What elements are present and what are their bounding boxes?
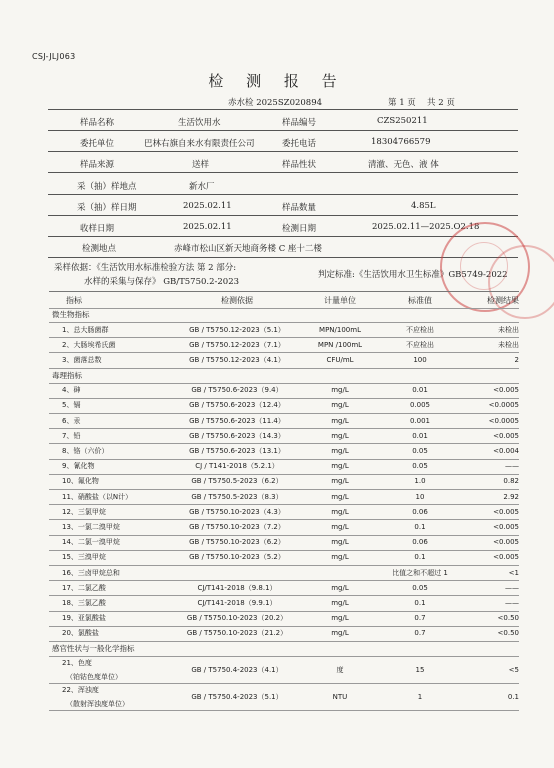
recv-label: 收样日期: [80, 224, 115, 234]
table-row: [49, 428, 519, 444]
traits-label: 样品性状: [282, 160, 317, 170]
unit: mg/L: [331, 492, 349, 501]
indicator-name-line1: 21、色度: [62, 658, 92, 667]
report-title: 检 测 报 告: [208, 72, 346, 90]
date-label: 采（抽）样日期: [77, 203, 137, 213]
traits: 清澈、无色、液 体: [368, 160, 439, 170]
indicator-name: [52, 656, 172, 683]
test-method: GB / T5750.10-2023（7.2）: [189, 522, 285, 531]
report-number: 赤水检 2025SZ020894: [228, 98, 323, 108]
table-row: [49, 352, 519, 368]
test-result: <1: [508, 568, 519, 577]
test-result: <5: [508, 665, 519, 674]
test-method: GB / T5750.6-2023（11.4）: [189, 416, 285, 425]
test-result: <0.005: [493, 522, 519, 531]
indicator-name: 13、一氯二溴甲烷: [62, 522, 120, 531]
site: 新水厂: [189, 182, 215, 192]
unit: 度: [336, 665, 344, 674]
standard-limit: 0.05: [412, 446, 428, 455]
sample-name-label: 样品名称: [80, 118, 115, 128]
indicator-name-line1: 22、浑浊度: [62, 685, 99, 694]
unit: mg/L: [331, 614, 349, 623]
header-divider: [48, 109, 518, 110]
standard-limit: 不应检出: [406, 340, 434, 349]
table-row: [49, 504, 519, 520]
indicator-name: 14、二氯一溴甲烷: [62, 538, 120, 547]
row-divider: [48, 172, 518, 173]
test-result: <0.005: [493, 507, 519, 516]
test-result: 0.82: [503, 477, 519, 486]
row-divider: [48, 236, 518, 237]
test-method: GB / T5750.10-2023（4.3）: [189, 507, 285, 516]
header-limit: 标准值: [408, 295, 432, 305]
standard-limit: 0.1: [414, 598, 426, 607]
indicator-name: 1、总大肠菌群: [62, 325, 109, 334]
client-label: 委托单位: [80, 139, 115, 149]
phone: 18304766579: [371, 137, 431, 147]
test-result: <0.0005: [488, 401, 519, 410]
test-date-label: 检测日期: [282, 224, 317, 234]
table-section-row: [49, 307, 519, 323]
test-method: GB / T5750.4-2023（5.1）: [191, 692, 283, 701]
test-date: 2025.02.11—2025.O2.18: [372, 222, 480, 232]
header-result: 检测结果: [487, 295, 519, 305]
indicator-name-line2: （散射浑浊度单位）: [66, 699, 129, 708]
unit: mg/L: [331, 431, 349, 440]
indicator-name: 4、砷: [62, 386, 81, 395]
test-result: 0.1: [507, 692, 519, 701]
indicator-name: 18、三氯乙酸: [62, 598, 106, 607]
table-row: [49, 398, 519, 414]
standard-limit: 0.7: [414, 629, 426, 638]
indicator-name: 19、亚氯酸盐: [62, 614, 106, 623]
standard-limit: 10: [415, 492, 425, 501]
site-label: 采（抽）样地点: [77, 182, 137, 192]
standard-limit: 0.06: [412, 507, 428, 516]
test-result: <0.50: [497, 614, 519, 623]
row-divider: [48, 151, 518, 152]
standard-limit: 0.05: [412, 583, 428, 592]
unit: mg/L: [331, 598, 349, 607]
test-result: 2: [514, 355, 519, 364]
table-row: [49, 337, 519, 353]
table-row: [49, 626, 519, 642]
standard-limit: 0.1: [414, 553, 426, 562]
table-row: [49, 550, 519, 566]
test-method: [172, 565, 302, 580]
indicator-name: [52, 683, 172, 710]
test-method: GB / T5750.4-2023（4.1）: [191, 665, 283, 674]
indicator-name: 6、汞: [62, 416, 81, 425]
sample-no-label: 样品编号: [282, 118, 317, 128]
test-result: <0.005: [493, 538, 519, 547]
test-result: 2.92: [503, 492, 519, 501]
test-result: ——: [505, 462, 519, 471]
table-row: [49, 611, 519, 627]
unit: mg/L: [331, 553, 349, 562]
section-title: 微生物指标: [52, 310, 90, 319]
row-divider: [48, 257, 518, 258]
unit: mg/L: [331, 507, 349, 516]
standard-limit: 0.01: [412, 386, 428, 395]
client: 巴林右旗自来水有限责任公司: [144, 139, 255, 149]
sampling-basis-line2: 水样的采集与保存》 GB/T5750.2-2023: [84, 277, 240, 287]
table-row: [49, 519, 519, 535]
indicator-name: 15、三溴甲烷: [62, 553, 106, 562]
table-row: [49, 383, 519, 399]
table-row: [49, 580, 519, 596]
standard-limit: 0.06: [412, 538, 428, 547]
sample-date: 2025.02.11: [183, 201, 232, 211]
row-divider: [48, 130, 518, 131]
unit: [305, 565, 375, 580]
indicator-name: 16、三卤甲烷总和: [62, 568, 120, 577]
test-method: GB / T5750.6-2023（14.3）: [189, 431, 285, 440]
test-method: GB / T5750.12-2023（7.1）: [189, 340, 285, 349]
table-row: [49, 595, 519, 611]
table-row: [49, 443, 519, 459]
table-row: [49, 683, 519, 711]
sample-qty: 4.85L: [411, 201, 436, 211]
unit: mg/L: [331, 538, 349, 547]
indicator-name: 8、铬（六价）: [62, 446, 109, 455]
indicator-name-line2: （铂钴色度单位）: [66, 672, 122, 681]
judgment-standard: 判定标准:《生活饮用水卫生标准》GB5749-2022: [318, 270, 508, 280]
standard-limit: 15: [415, 665, 425, 674]
table-row: [49, 413, 519, 429]
table-row: [49, 656, 519, 684]
test-result: <0.005: [493, 386, 519, 395]
standard-limit: 0.01: [412, 431, 428, 440]
test-method: GB / T5750.5-2023（8.3）: [191, 492, 283, 501]
test-method: GB / T5750.10-2023（21.2）: [186, 629, 288, 638]
table-row: [49, 535, 519, 551]
test-result: <0.50: [497, 629, 519, 638]
recv-date: 2025.02.11: [183, 222, 232, 232]
indicator-name: 20、氯酸盐: [62, 629, 99, 638]
standard-limit: 0.001: [409, 416, 431, 425]
unit: mg/L: [331, 401, 349, 410]
unit: CFU/mL: [326, 355, 354, 364]
qty-label: 样品数量: [282, 203, 317, 213]
indicator-name: 12、三氯甲烷: [62, 507, 106, 516]
indicator-name: 5、镉: [62, 401, 81, 410]
indicator-name: 11、硝酸盐（以N计）: [62, 492, 133, 501]
phone-label: 委托电话: [282, 139, 317, 149]
test-result: <0.0005: [488, 416, 519, 425]
unit: NTU: [332, 692, 348, 701]
test-result: <0.004: [493, 446, 519, 455]
test-result: ——: [505, 583, 519, 592]
unit: mg/L: [331, 583, 349, 592]
unit: mg/L: [331, 629, 349, 638]
unit: MPN /100mL: [317, 340, 363, 349]
header-indicator: 指标: [66, 295, 82, 305]
standard-limit: 比值之和不超过 1: [392, 568, 448, 577]
row-divider: [48, 215, 518, 216]
table-row: [49, 474, 519, 490]
test-method: GB / T5750.10-2023（5.2）: [189, 553, 285, 562]
test-method: GB / T5750.6-2023（9.4）: [191, 386, 283, 395]
standard-limit: 0.7: [414, 614, 426, 623]
test-method: GB / T5750.5-2023（6.2）: [191, 477, 283, 486]
test-method: GB / T5750.10-2023（6.2）: [189, 538, 285, 547]
unit: mg/L: [331, 462, 349, 471]
document-code: CSJ-JLJ063: [32, 52, 76, 61]
test-result: ——: [505, 598, 519, 607]
standard-limit: 1.0: [414, 477, 426, 486]
test-result: <0.005: [493, 431, 519, 440]
sampling-basis: [54, 261, 239, 289]
table-row: [49, 565, 519, 581]
indicator-name: 9、氰化物: [62, 462, 95, 471]
indicator-name: 3、菌落总数: [62, 355, 102, 364]
indicator-name: 7、铅: [62, 431, 81, 440]
standard-limit: 0.05: [412, 462, 428, 471]
sample-name: 生活饮用水: [178, 118, 221, 128]
row-divider: [48, 194, 518, 195]
page-number: 第 1 页 共 2 页: [388, 98, 455, 108]
source: 送样: [192, 160, 210, 170]
indicator-name: 17、二氯乙酸: [62, 583, 106, 592]
standard-limit: 0.005: [409, 401, 431, 410]
sampling-basis-line1: 采样依据：《生活饮用水标准检验方法 第 2 部分:: [54, 263, 237, 273]
section-title: 毒理指标: [52, 370, 82, 380]
test-method: GB / T5750.6-2023（12.4）: [189, 401, 285, 410]
location-label: 检测地点: [82, 244, 117, 254]
test-method: GB / T5750.6-2023（13.1）: [189, 446, 285, 455]
header-method: 检测依据: [221, 295, 253, 305]
unit: mg/L: [331, 386, 349, 395]
indicator-name: 2、大肠埃希氏菌: [62, 340, 116, 349]
unit: mg/L: [331, 416, 349, 425]
unit: mg/L: [331, 522, 349, 531]
test-method: CJ / T141-2018（5.2.1）: [195, 462, 279, 471]
unit: mg/L: [331, 446, 349, 455]
test-location: 赤峰市松山区新天地商务楼 C 座十二楼: [174, 244, 322, 254]
test-result: 未检出: [498, 325, 519, 334]
table-section-row: [49, 368, 519, 384]
test-method: CJ/T141-2018（9.8.1）: [197, 583, 277, 592]
table-row: [49, 322, 519, 338]
sample-no: CZS250211: [377, 116, 428, 126]
test-method: CJ/T141-2018（9.9.1）: [197, 598, 277, 607]
unit: MPN/100mL: [319, 325, 361, 334]
indicator-name: 10、氟化物: [62, 477, 99, 486]
standard-limit: 不应检出: [406, 325, 434, 334]
source-label: 样品来源: [80, 160, 115, 170]
standard-limit: 1: [417, 692, 423, 701]
test-result: 未检出: [498, 340, 519, 349]
section-title: 感官性状与一般化学指标: [52, 644, 135, 653]
unit: mg/L: [331, 477, 349, 486]
test-result: <0.005: [493, 553, 519, 562]
table-row: [49, 459, 519, 475]
test-method: GB / T5750.10-2023（20.2）: [186, 614, 288, 623]
standard-limit: 0.1: [414, 522, 426, 531]
test-method: GB / T5750.12-2023（5.1）: [189, 325, 285, 334]
table-row: [49, 489, 519, 505]
standard-limit: 100: [413, 355, 427, 364]
test-method: GB / T5750.12-2023（4.1）: [189, 355, 285, 364]
header-unit: 计量单位: [324, 295, 356, 305]
